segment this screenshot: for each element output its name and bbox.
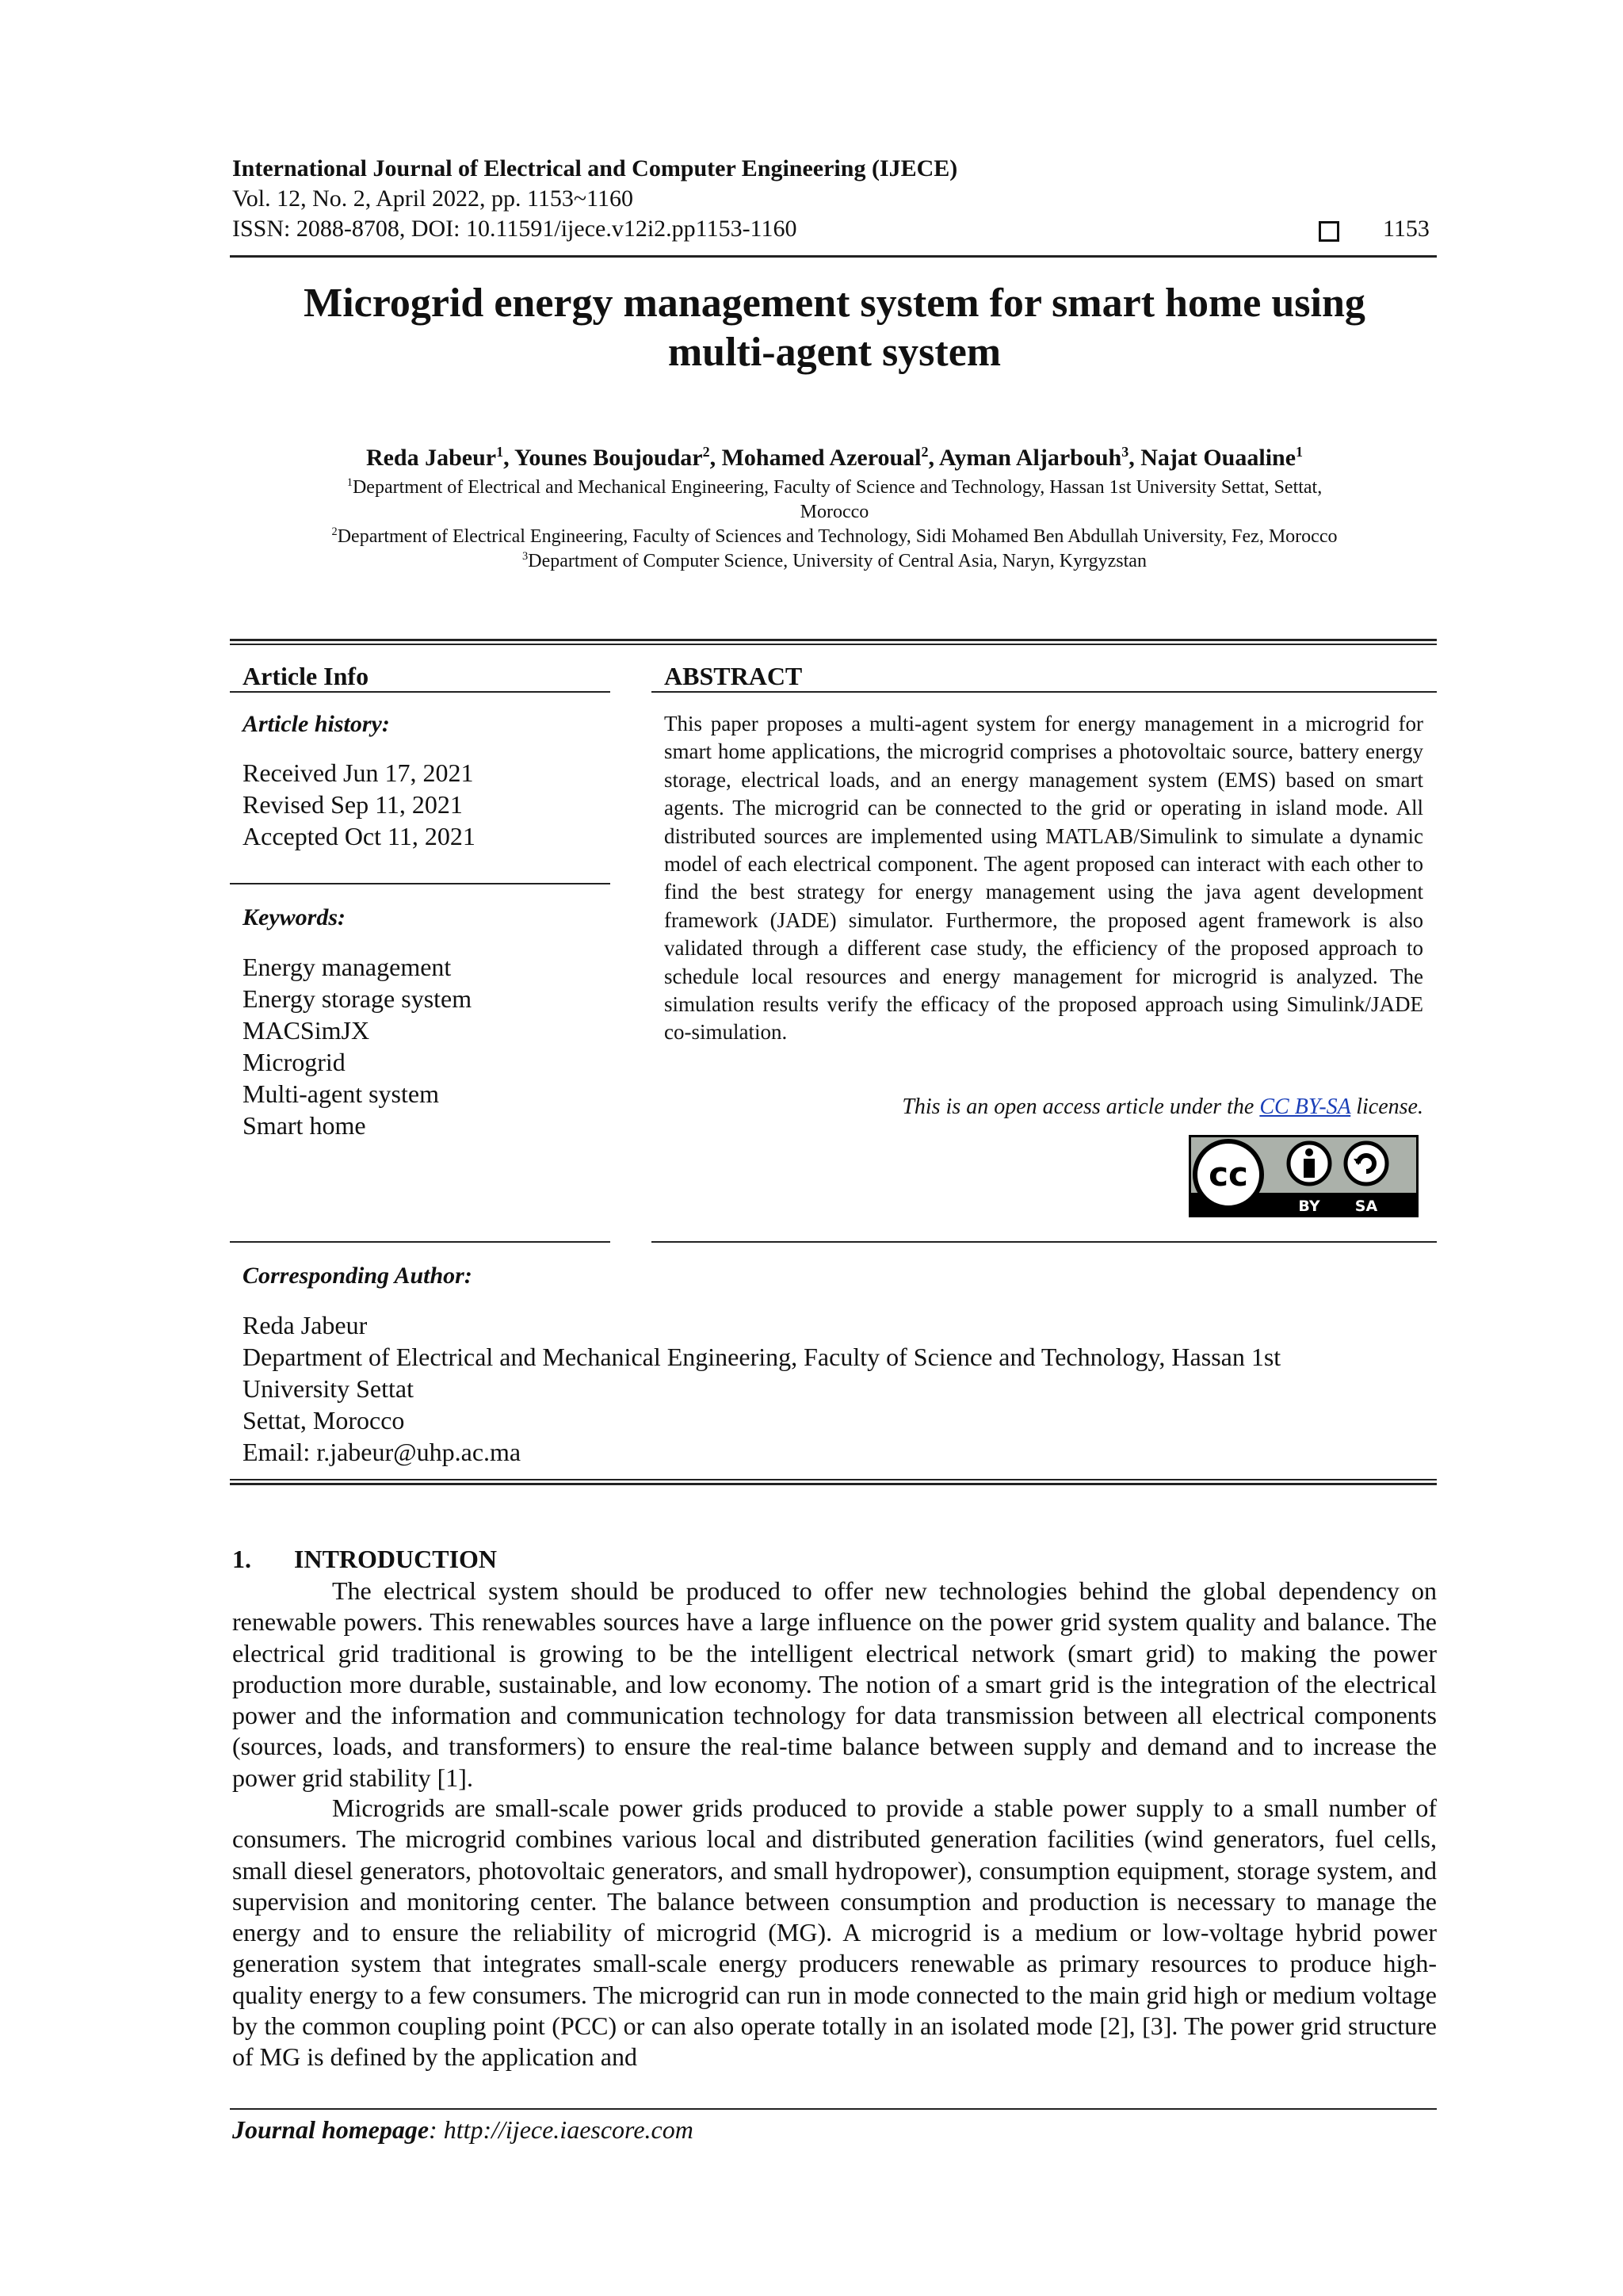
article-info-rule bbox=[230, 691, 610, 693]
license-link[interactable]: CC BY-SA bbox=[1259, 1095, 1351, 1119]
author-affiliation-mark: 3 bbox=[1121, 444, 1129, 460]
keyword-item: Microgrid bbox=[242, 1048, 346, 1076]
article-history-label: Article history: bbox=[242, 711, 390, 737]
author-name: Ayman Aljarbouh bbox=[938, 445, 1122, 471]
title-line-1: Microgrid energy management system for smart home using bbox=[304, 281, 1365, 326]
info-box-top-rule-2 bbox=[230, 644, 1437, 645]
affiliation-mark: 3 bbox=[522, 550, 529, 563]
author-affiliation-mark: 1 bbox=[1296, 444, 1304, 460]
affiliation-text: Department of Electrical and Mechanical Engineering, Faculty of Science and Technology, Hassan 1st University Settat, Settat, bbox=[352, 477, 1323, 498]
box-icon bbox=[1319, 221, 1339, 242]
affiliation-mark: 2 bbox=[331, 525, 338, 538]
intro-paragraph-1: The electrical system should be produced to offer new technologies behind the global dependency on renewable powers. This renewables sources have a large influence on the power grid system quality and balance. The electrical grid traditional is growing to be the intelligent electrical network (smart grid) to making the power production more durable, sustainable, and low economy. The notion of a smart grid is the integration of the electrical power and the information and communication technology for data transmission between all electrical components (sources, loads, and transformers) to ensure the real-time balance between supply and demand and to increase the power grid stability [1]. bbox=[232, 1576, 1437, 1792]
accepted-date: Accepted Oct 11, 2021 bbox=[242, 822, 475, 850]
title-line-2: multi-agent system bbox=[667, 330, 1002, 375]
svg-text:cc: cc bbox=[1209, 1155, 1248, 1194]
author-list: Reda Jabeur$^1$, Younes Boujoudar$^2$, Mohamed Azeroual$^2$, Ayman Aljarbouh$^3$, Najat Ouaaline$^1$ bbox=[365, 444, 1304, 471]
keyword-item: Energy storage system bbox=[242, 984, 472, 1013]
homepage-url[interactable]: : http://ijece.iaescore.com bbox=[429, 2115, 693, 2144]
section-number: 1. bbox=[232, 1545, 251, 1573]
keywords-rule bbox=[230, 883, 610, 884]
journal-volume: Vol. 12, No. 2, April 2022, pp. 1153~1160 bbox=[232, 185, 633, 212]
open-access-prefix: This is an open access article under the bbox=[902, 1095, 1254, 1119]
abstract-bottom-rule bbox=[651, 1241, 1437, 1243]
corresponding-author-dept-cont: University Settat bbox=[242, 1374, 414, 1403]
received-date: Received Jun 17, 2021 bbox=[242, 758, 474, 787]
author-affiliation-mark: 2 bbox=[702, 444, 710, 460]
affiliation-1 bbox=[232, 476, 1437, 500]
journal-issn-doi: ISSN: 2088-8708, DOI: 10.11591/ijece.v12i2.pp1153-1160 bbox=[232, 216, 797, 242]
author-name: Najat Ouaaline bbox=[1140, 445, 1296, 471]
info-box-bottom-rule-2 bbox=[230, 1483, 1437, 1485]
author-affiliation-mark: 1 bbox=[496, 444, 504, 460]
author-affiliation-mark: 2 bbox=[921, 444, 929, 460]
abstract-text: This paper proposes a multi-agent system for energy management in a microgrid for smart home applications, the microgrid comprises a photovoltaic source, battery energy storage, electrical loads, and an energy management system (EMS) based on smart agents. The microgrid can be connected to the grid or operating in island mode. All distributed sources are implemented using MATLAB/Simulink to simulate a dynamic model of each electrical component. The agent proposed can interact with each other to find the best strategy for energy management using the java agent development framework (JADE) simulator. Furthermore, the proposed agent framework is also validated through a different case study, the efficiency of the proposed approach to schedule local resources and energy management for microgrid is analyzed. The simulation results verify the efficacy of the proposed approach using Simulink/JADE co-simulation. bbox=[664, 712, 1423, 1045]
article-info-heading: Article Info bbox=[242, 662, 369, 690]
author-name: Reda Jabeur bbox=[365, 445, 497, 471]
affiliations bbox=[232, 476, 1437, 574]
revised-date: Revised Sep 11, 2021 bbox=[242, 790, 463, 819]
info-box-top-rule bbox=[230, 639, 1437, 641]
affiliation-2 bbox=[232, 525, 1437, 549]
corresponding-author-dept: Department of Electrical and Mechanical Engineering, Faculty of Science and Technology, Hassan 1st bbox=[242, 1343, 1281, 1371]
open-access-notice bbox=[664, 1094, 1423, 1121]
journal-homepage bbox=[232, 2115, 693, 2145]
header-rule bbox=[230, 255, 1437, 258]
abstract-rule bbox=[651, 691, 1437, 693]
intro-paragraph-2: Microgrids are small-scale power grids produced to provide a stable power supply to a small number of consumers. The microgrid combines various local and distributed generation facilities (wind generators, fuel cells, small diesel generators, photovoltaic generators, and small hydropower), consumption equipment, storage system, and supervision and monitoring center. The balance between consumption and production is necessary to manage the energy and to ensure the reliability of microgrid (MG). A microgrid is a medium or low-voltage hybrid power generation system that integrates small-scale energy producers renewable as primary resources to produce high-quality energy to a few consumers. The microgrid can run in mode connected to the main grid high or medium voltage by the common coupling point (PCC) or can also operate totally in an isolated mode [2], [3]. The power grid structure of MG is defined by the application and bbox=[232, 1794, 1437, 2072]
corresponding-author-email: Email: r.jabeur@uhp.ac.ma bbox=[242, 1438, 521, 1466]
section-heading bbox=[232, 1544, 497, 1574]
corresponding-author-label: Corresponding Author: bbox=[242, 1263, 472, 1289]
section-title: INTRODUCTION bbox=[294, 1545, 498, 1573]
keyword-item: Multi-agent system bbox=[242, 1079, 439, 1108]
keyword-item: Energy management bbox=[242, 953, 452, 981]
affiliation-1-continued: Morocco bbox=[800, 502, 869, 522]
info-box-bottom-rule bbox=[230, 1479, 1437, 1480]
homepage-label: Journal homepage bbox=[232, 2115, 430, 2144]
affiliation-text: Department of Electrical Engineering, Faculty of Sciences and Technology, Sidi Mohamed Ben Abdullah University, Fez, Morocco bbox=[337, 526, 1338, 547]
corresponding-author-name: Reda Jabeur bbox=[242, 1311, 368, 1339]
keyword-item: Smart home bbox=[242, 1111, 366, 1140]
keyword-item: MACSimJX bbox=[242, 1016, 370, 1045]
badge-sa-label: SA bbox=[1354, 1198, 1378, 1215]
abstract-heading: ABSTRACT bbox=[664, 662, 803, 690]
paper-title bbox=[232, 279, 1437, 377]
footer-rule bbox=[230, 2108, 1437, 2110]
page-number: 1153 bbox=[1383, 216, 1430, 242]
affiliation-mark: 1 bbox=[346, 476, 353, 489]
cc-by-sa-badge-icon[interactable] bbox=[1189, 1135, 1419, 1217]
article-info-bottom-rule bbox=[230, 1241, 610, 1243]
badge-by-label: BY bbox=[1298, 1198, 1320, 1215]
affiliation-text: Department of Computer Science, University of Central Asia, Naryn, Kyrgyzstan bbox=[528, 551, 1147, 571]
affiliation-3 bbox=[232, 549, 1437, 574]
keywords-label: Keywords: bbox=[242, 904, 346, 930]
open-access-suffix: license. bbox=[1356, 1095, 1423, 1119]
author-name: Younes Boujoudar bbox=[514, 445, 703, 471]
corresponding-author-location: Settat, Morocco bbox=[242, 1406, 405, 1435]
keywords-list bbox=[242, 951, 472, 1141]
journal-name: International Journal of Electrical and Computer Engineering (IJECE) bbox=[232, 155, 958, 181]
author-name: Mohamed Azeroual bbox=[721, 445, 922, 471]
